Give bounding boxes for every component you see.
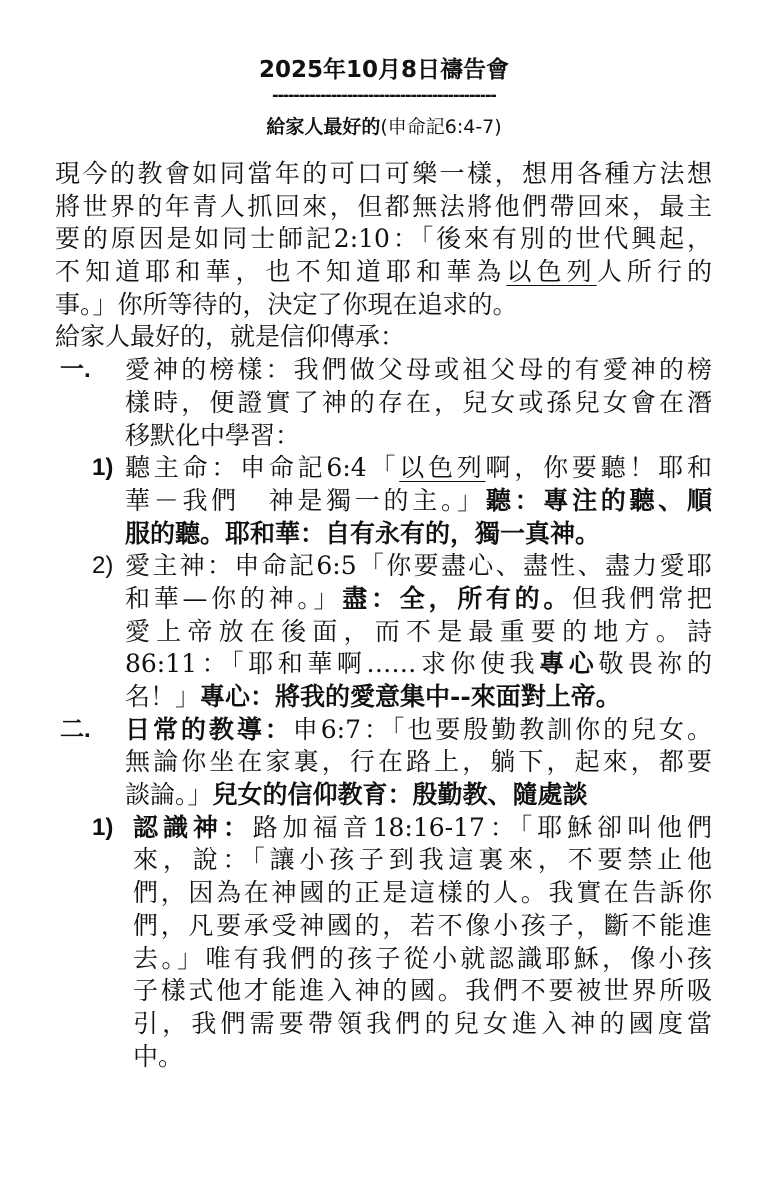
text-line: [0, 943, 768, 976]
text-line: [0, 681, 768, 714]
text-segment: 要的原因是如同士師記2:10：「後來有別的世代興起，: [55, 224, 712, 254]
text-line: [0, 877, 768, 910]
text-line: [0, 746, 768, 779]
line-text: [133, 975, 712, 1008]
bold-text: 兒女的信仰教育：殷勤教、隨處談: [212, 780, 588, 810]
line-text: [125, 648, 712, 681]
bold-text: 專心：將我的愛意集中--來面對上帝。: [200, 682, 621, 711]
text-segment: 談論。」: [125, 780, 213, 810]
text-segment: 們，凡要承受神國的，若不像小孩子，斷不能進: [133, 910, 712, 940]
text-segment: 人所行的: [596, 257, 712, 287]
line-text: [125, 550, 712, 583]
list-marker: 二.: [60, 715, 91, 743]
text-segment: 名！」: [125, 682, 201, 711]
text-segment: 敬畏祢的: [598, 649, 712, 679]
line-text: [125, 583, 712, 616]
line-text: [125, 681, 712, 714]
line-text: [125, 746, 712, 779]
text-segment: 引，我們需要帶領我們的兒女進入神的國度當: [133, 1008, 712, 1038]
text-line: [0, 256, 768, 289]
text-segment: 們，因為在神國的正是這樣的人。我實在告訴你: [133, 878, 712, 908]
document-title: 2025年10月8日禱告會: [258, 57, 510, 83]
text-segment: 路加福音18:16-17：「耶穌卻叫他們: [252, 812, 712, 842]
document-subtitle: [0, 113, 768, 141]
text-segment: 不知道耶和華，也不知道耶和華為: [55, 257, 507, 287]
text-line: [0, 583, 768, 616]
text-segment: 愛神的榜樣：我們做父母或祖父母的有愛神的榜: [125, 355, 712, 385]
text-line: [0, 387, 768, 420]
text-segment: 啊，你要聽！耶和: [485, 453, 712, 483]
list-item-line: [0, 812, 768, 845]
text-segment: 將世界的年青人抓回來，但都無法將他們帶回來，最主: [55, 191, 712, 221]
bold-text: 盡：全，所有的。: [342, 583, 573, 613]
text-segment: 中。: [133, 1041, 184, 1071]
line-text: [133, 812, 712, 845]
text-line: [0, 910, 768, 943]
text-segment: 子樣式他才能進入神的國。我們不要被世界所吸: [133, 976, 712, 1006]
title-divider: ------------------------------------------: [272, 86, 496, 106]
bold-text: 認識神：: [133, 812, 253, 842]
underlined-text: 以色列: [399, 453, 486, 483]
text-segment: 和華—你的神。」: [125, 583, 343, 613]
text-line: [0, 191, 768, 224]
list-marker: 2): [92, 552, 114, 580]
bold-text: 專心: [539, 649, 599, 679]
text-segment: 華－我們 神是獨一的主。」: [125, 485, 486, 515]
bold-text: 聽：專注的聽、順: [485, 485, 712, 515]
text-segment: 但我們常把: [572, 583, 712, 613]
text-line: [0, 779, 768, 812]
text-segment: 來，說：「讓小孩子到我這裏來，不要禁止他: [133, 845, 712, 875]
line-text: [133, 910, 712, 943]
text-segment: 愛上帝放在後面，而不是最重要的地方。詩: [125, 616, 712, 646]
text-line: [0, 616, 768, 649]
subtitle-reference: (申命記6:4-7): [380, 116, 502, 138]
line-text: [133, 877, 712, 910]
text-line: [0, 1008, 768, 1041]
text-segment: 給家人最好的，就是信仰傳承：: [55, 322, 406, 352]
list-marker: 1): [92, 454, 114, 482]
list-item-line: [0, 550, 768, 583]
line-text: [125, 452, 712, 485]
text-segment: 移默化中學習：: [125, 420, 301, 450]
line-text: [125, 354, 712, 387]
text-segment: 愛主神：申命記6:5「你要盡心、盡性、盡力愛耶: [125, 551, 712, 581]
text-segment: 事。」你所等待的，決定了你現在追求的。: [55, 289, 518, 319]
text-line: [0, 485, 768, 518]
line-text: [125, 779, 712, 812]
list-item-line: [0, 452, 768, 485]
text-segment: 現今的教會如同當年的可口可樂一樣，想用各種方法想: [55, 159, 712, 188]
document-body: [0, 158, 768, 1073]
list-marker: 一.: [60, 356, 91, 384]
text-line: [0, 289, 768, 322]
list-marker: 1): [92, 813, 114, 841]
line-text: [133, 1008, 712, 1041]
line-text: [125, 485, 712, 518]
underlined-text: 以色列: [506, 257, 597, 287]
text-line: [0, 844, 768, 877]
text-line: [0, 518, 768, 551]
text-segment: 申6:7：「也要殷勤教訓你的兒女。: [292, 714, 712, 744]
bold-text: 服的聽。耶和華：自有永有的，獨一真神。: [125, 518, 601, 548]
text-line: [0, 223, 768, 256]
text-line: [0, 321, 768, 354]
list-item-line: [0, 714, 768, 747]
text-line: [0, 158, 768, 191]
text-line: [0, 648, 768, 681]
text-line: [0, 1041, 768, 1074]
line-text: [55, 223, 712, 256]
subtitle-text: 給家人最好的: [266, 116, 381, 138]
bold-text: 日常的教導：: [125, 714, 293, 744]
text-line: [0, 420, 768, 453]
line-text: [55, 256, 712, 289]
list-item-line: [0, 354, 768, 387]
line-text: [125, 387, 712, 420]
line-text: [125, 616, 712, 649]
text-segment: 無論你坐在家裏，行在路上，躺下，起來，都要: [125, 747, 712, 777]
line-text: [55, 158, 712, 191]
text-segment: 86:11：「耶和華啊……求你使我: [125, 649, 540, 679]
line-text: [133, 1041, 712, 1074]
line-text: [55, 289, 712, 322]
line-text: [125, 714, 712, 747]
line-text: [125, 518, 712, 551]
line-text: [55, 321, 712, 354]
text-segment: 聽主命：申命記6:4「: [125, 453, 400, 483]
text-segment: 去。」唯有我們的孩子從小就認識耶穌，像小孩: [133, 943, 712, 973]
line-text: [125, 420, 712, 453]
text-segment: 樣時，便證實了神的存在，兒女或孫兒女會在潛: [125, 387, 712, 417]
line-text: [55, 191, 712, 224]
text-line: [0, 975, 768, 1008]
line-text: [133, 943, 712, 976]
line-text: [133, 844, 712, 877]
